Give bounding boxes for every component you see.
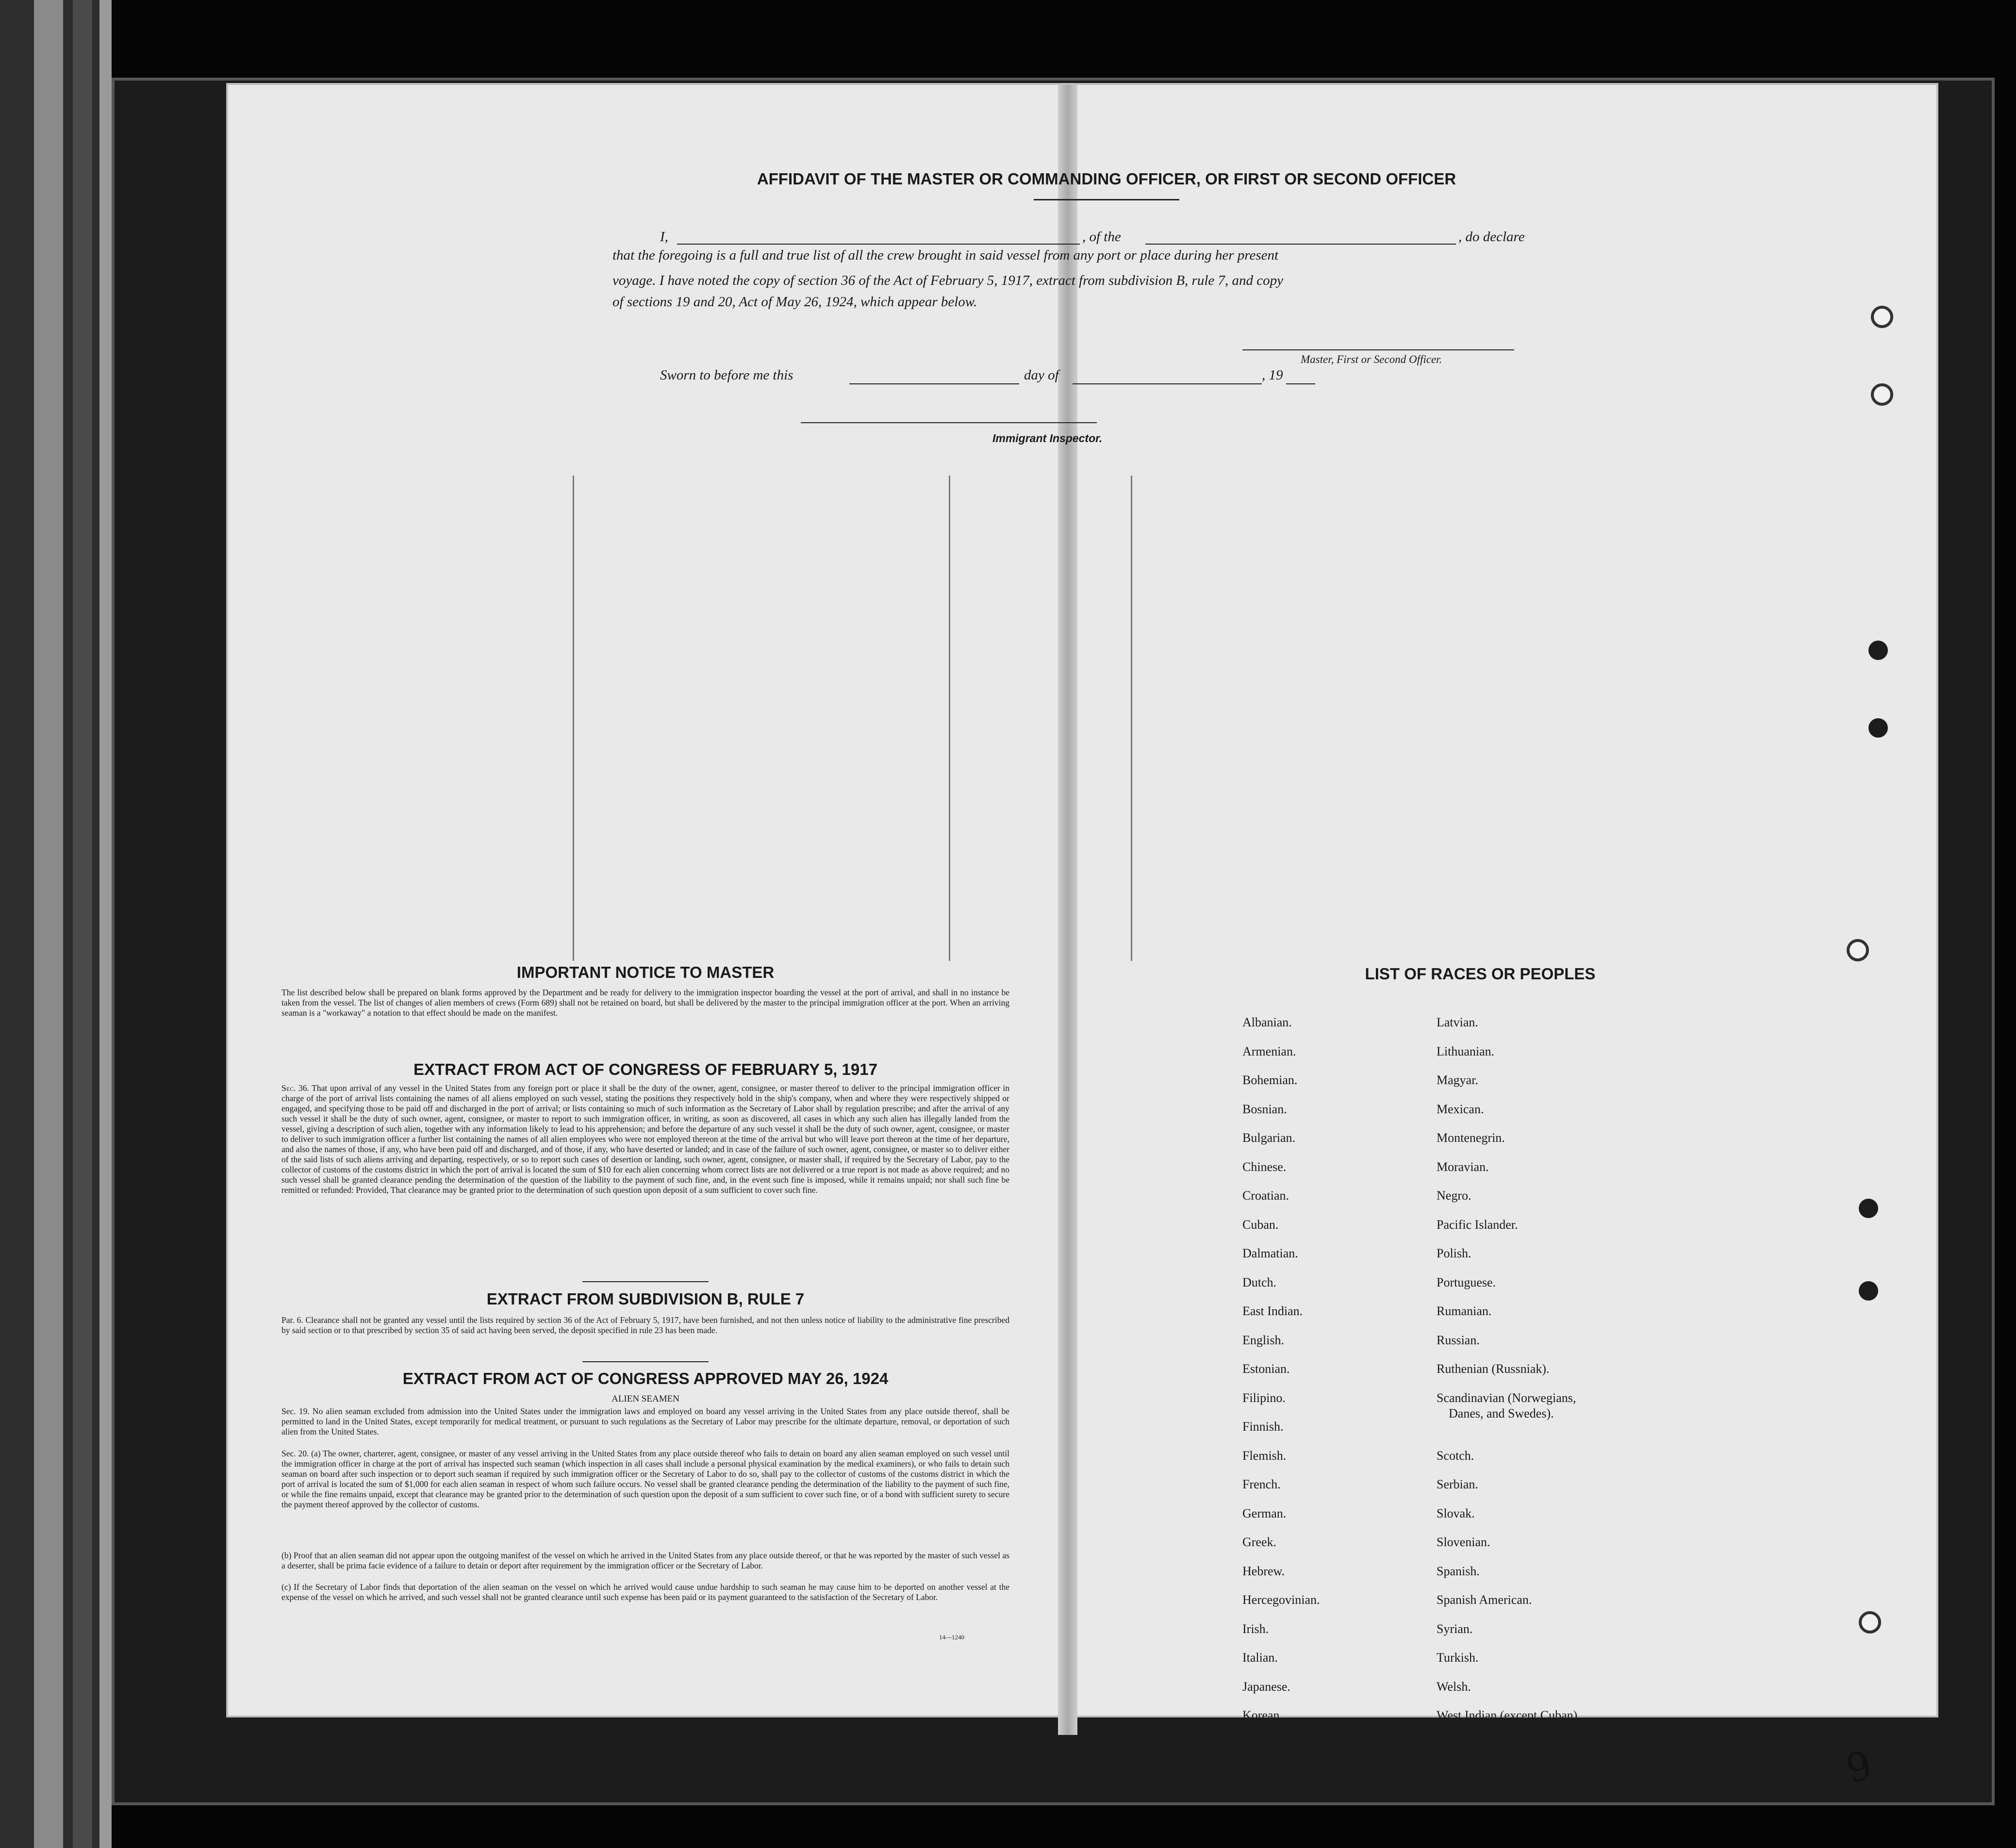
race-item: Italian. (1242, 1650, 1278, 1665)
name-blank-line (677, 244, 1080, 245)
subdivision-title: EXTRACT FROM SUBDIVISION B, RULE 7 (486, 1290, 805, 1308)
sworn-text: Sworn to before me this (660, 367, 793, 383)
race-item: Latvian. (1437, 1015, 1478, 1029)
binding-edge (99, 0, 112, 1848)
race-item: West Indian (except Cuban). (1437, 1708, 1581, 1722)
race-item: Dalmatian. (1242, 1246, 1298, 1260)
section-20a-text: Sec. 20. (a) The owner, charterer, agent, consignee, or master of any vessel arriving in the United States from any place outside thereof who fails to detain on board any alien seaman employed on such vessel until the immigration officer in charge at the port of arrival has inspected such seaman (which inspection in all cases shall include a personal physical examination by the medical examiners), or who fails to detain such seaman on board after such inspection or to deport such seaman if required by such immigration officer or the Secretary of Labor to do so, shall pay to the collector of customs of the customs district in which the port of arrival is located the sum of $1,000 for each alien seaman in respect of whom such failure occurs. No vessel shall be granted clearance pending the determination of the liability to the payment of such fine, or while the fine remains unpaid, except that clearance may be granted prior to the determination of such question upon the deposit of a sum sufficient to cover such fine, or of a bond with sufficient surety to secure the payment thereof approved by the collector of customs. (281, 1449, 1009, 1509)
race-item: Spanish. (1437, 1564, 1480, 1578)
race-item: German. (1242, 1506, 1287, 1520)
ring-hole-icon (1868, 718, 1888, 738)
race-item: Pacific Islander. (1437, 1217, 1518, 1232)
vessel-blank-line (1145, 244, 1456, 245)
alien-seamen-subtitle: ALIEN SEAMEN (611, 1394, 679, 1404)
extract-1924-title: EXTRACT FROM ACT OF CONGRESS APPROVED MAY 26, 1924 (402, 1370, 889, 1387)
inspector-signature-line (801, 422, 1097, 423)
divider (582, 1361, 709, 1362)
race-item: Filipino. (1242, 1390, 1286, 1405)
section-label: Sec. 36. (281, 1083, 309, 1093)
race-item: Mexican. (1437, 1102, 1484, 1116)
month-blank-line (1073, 383, 1262, 384)
notice-text: The list described below shall be prepared on blank forms approved by the Department and be ready for delivery to the immigration inspector boarding the vessel at the port of arrival, and shall in no instance be taken from the vessel. The list of changes of alien members of crews (Form 689) shall not be retained on board, but shall be delivered by the master to the principal immigration officer at the port. When an arriving seaman is a "workaway" a notation to that effect should be made on the manifest. (281, 988, 1009, 1018)
race-item: Bohemian. (1242, 1073, 1298, 1087)
affidavit-line: that the foregoing is a full and true list of all the crew brought in said vessel from any port or place during her present (612, 248, 1279, 263)
master-signature-label: Master, First or Second Officer. (1301, 353, 1442, 365)
binding-edge (73, 0, 92, 1848)
race-item: Portuguese. (1437, 1275, 1496, 1289)
binding-strip (0, 0, 112, 1848)
ghost-rule (573, 476, 574, 961)
race-item: Bulgarian. (1242, 1131, 1296, 1145)
section-text: That upon arrival of any vessel in the United States from any foreign port or place it shall be the duty of the owner, agent, consignee, or master thereof to deliver to the principal immigration officer in charge of the port of arrival lists containing the names of all aliens employed on such vessel, stating the positions they respectively hold in the ship's company, when and where they were respectively shipped or engaged, and specifying those to be paid off and discharged in the port of arrival; or lists containing so much of such information as the Secretary of Labor shall by regulation prescribe; and after the arrival of any such vessel it shall be the duty of such owner, agent, consignee, or master to report to such immigration officer, in writing, as soon as discovered, all cases in which any such alien has illegally landed from the vessel, giving a description of such alien, together with any information likely to lead to his apprehension; and before the departure of any such vessel it shall be the duty of such owner, agent, consignee, or master to deliver to such immigration officer a further list containing the names of all alien employees who were not employed thereon at the time of the arrival but who will leave port thereon at the time of her departure, and also the names of those, if any, who have been paid off and discharged, and of those, if any, who have deserted or landed; and in case of the failure of such owner, agent, consignee, or master so to deliver either of the said lists of such aliens arriving and departing, respectively, or so to report such cases of desertion or landing, such owner, agent, consignee, or master shall, if required by the Secretary of Labor, pay to the collector of customs of the customs district in which the port of arrival is located the sum of $10 for each alien concerning whom correct lists are not delivered or a true report is not made as above required; and no such vessel shall be granted clearance pending the determination of the question of the liability to the payment of such fine, and, in the event such fine is imposed, while it remains unpaid; nor shall such fine be remitted or refunded: Provided, That clearance may be granted prior to the determination of such question upon deposit of a sum sufficient to cover such fine. (281, 1083, 1009, 1195)
race-item: Scandinavian (Norwegians, (1437, 1390, 1576, 1405)
race-item: Chinese. (1242, 1159, 1287, 1174)
ring-hole-icon (1847, 939, 1869, 961)
race-item: Magyar. (1437, 1073, 1478, 1087)
race-item: Dutch. (1242, 1275, 1277, 1289)
race-item: Turkish. (1437, 1650, 1479, 1665)
extract-1917-title: EXTRACT FROM ACT OF CONGRESS OF FEBRUARY 5, 1917 (413, 1060, 877, 1078)
affidavit-declare: , do declare (1458, 229, 1525, 245)
race-item: Ruthenian (Russniak). (1437, 1362, 1550, 1376)
ring-hole-icon (1871, 306, 1893, 328)
section-20c-text: (c) If the Secretary of Labor finds that deportation of the alien seaman on the vessel on which he arrived would cause undue hardship to such seaman he may cause him to be deported on another vessel at the expense of the vessel on which he arrived, and such vessel shall not be granted clearance until such expense has been paid or its payment guaranteed to the satisfaction of the Secretary of Labor. (281, 1582, 1009, 1602)
year-blank-line (1286, 383, 1315, 384)
form-number: 14—1240 (939, 1634, 964, 1641)
race-item: Hebrew. (1242, 1564, 1285, 1578)
race-item: Bosnian. (1242, 1102, 1287, 1116)
binding-edge (34, 0, 63, 1848)
race-item: Rumanian. (1437, 1304, 1492, 1318)
race-item: East Indian. (1242, 1304, 1303, 1318)
race-item: Lithuanian. (1437, 1044, 1495, 1058)
ring-hole-icon (1871, 383, 1893, 406)
day-blank-line (849, 383, 1019, 384)
ghost-rule (949, 476, 950, 961)
race-item: Scotch. (1437, 1448, 1474, 1463)
race-item: Croatian. (1242, 1188, 1289, 1203)
race-item: Japanese. (1242, 1679, 1290, 1694)
race-item: Russian. (1437, 1333, 1480, 1347)
divider (1034, 199, 1179, 200)
race-item: Korean. (1242, 1708, 1283, 1722)
race-item: Serbian. (1437, 1477, 1478, 1491)
page-fold (1058, 85, 1077, 1735)
ring-hole-icon (1859, 1281, 1878, 1301)
extract-1917-text (281, 1083, 1009, 1195)
page-number-handwritten: 9 (1841, 1742, 1877, 1793)
race-item: Slovak. (1437, 1506, 1475, 1520)
affidavit-i: I, (660, 229, 668, 245)
signature-line (1242, 349, 1514, 350)
affidavit-line: voyage. I have noted the copy of section 36 of the Act of February 5, 1917, extract from subdivision B, rule 7, and copy (612, 273, 1284, 288)
ring-hole-icon (1859, 1611, 1881, 1634)
divider (582, 1281, 709, 1282)
affidavit-line: of sections 19 and 20, Act of May 26, 1924, which appear below. (612, 294, 977, 310)
race-item: Flemish. (1242, 1448, 1287, 1463)
race-item: Montenegrin. (1437, 1131, 1505, 1145)
race-item: Polish. (1437, 1246, 1471, 1260)
race-item: Armenian. (1242, 1044, 1296, 1058)
race-item: Hercegovinian. (1242, 1593, 1320, 1607)
race-item: Albanian. (1242, 1015, 1292, 1029)
subdivision-text: Par. 6. Clearance shall not be granted any vessel until the lists required by section 36 of the Act of February 5, 1917, have been furnished, and not then unless notice of liability to the administrative fine prescribed by said section or to that prescribed by section 35 of said act having been served, the deposit specified in rule 23 has been made. (281, 1315, 1009, 1335)
race-item: Spanish American. (1437, 1593, 1532, 1607)
race-item: Slovenian. (1437, 1535, 1490, 1549)
affidavit-title: AFFIDAVIT OF THE MASTER OR COMMANDING OFFICER, OR FIRST OR SECOND OFFICER (757, 170, 1456, 188)
race-item: Syrian. (1437, 1621, 1473, 1636)
ring-hole-icon (1859, 1199, 1878, 1218)
race-item: French. (1242, 1477, 1281, 1491)
race-item: Irish. (1242, 1621, 1269, 1636)
year-prefix: , 19 (1262, 367, 1283, 383)
race-item: Negro. (1437, 1188, 1471, 1203)
race-item: Finnish. (1242, 1419, 1284, 1434)
race-item: Danes, and Swedes). (1449, 1406, 1554, 1420)
race-item: Welsh. (1437, 1679, 1471, 1694)
race-item: Greek. (1242, 1535, 1277, 1549)
section-19-text: Sec. 19. No alien seaman excluded from admission into the United States under the immigration laws and employed on board any vessel arriving in the United States from any place outside thereof, shall be permitted to land in the United States, except temporarily for medical treatment, or pursuant to such regulations as the Secretary of Labor may prescribe for the ultimate departure, removal, or deportation of such alien from the United States. (281, 1406, 1009, 1436)
races-title: LIST OF RACES OR PEOPLES (1365, 965, 1596, 983)
inspector-label: Immigrant Inspector. (992, 432, 1103, 445)
section-20b-text: (b) Proof that an alien seaman did not appear upon the outgoing manifest of the vessel on which he arrived in the United States from any place outside thereof, or that he was reported by the master of such vessel as a deserter, shall be prima facie evidence of a failure to detain or deport after requirement by the immigration officer or the Secretary of Labor. (281, 1551, 1009, 1570)
race-item: English. (1242, 1333, 1284, 1347)
race-item: Estonian. (1242, 1362, 1290, 1376)
notice-title: IMPORTANT NOTICE TO MASTER (516, 963, 775, 981)
ring-hole-icon (1868, 641, 1888, 660)
day-of-text: day of (1024, 367, 1059, 383)
affidavit-of-the: , of the (1082, 229, 1121, 245)
race-item: Cuban. (1242, 1217, 1279, 1232)
race-item: Moravian. (1437, 1159, 1489, 1174)
ghost-rule (1131, 476, 1132, 961)
